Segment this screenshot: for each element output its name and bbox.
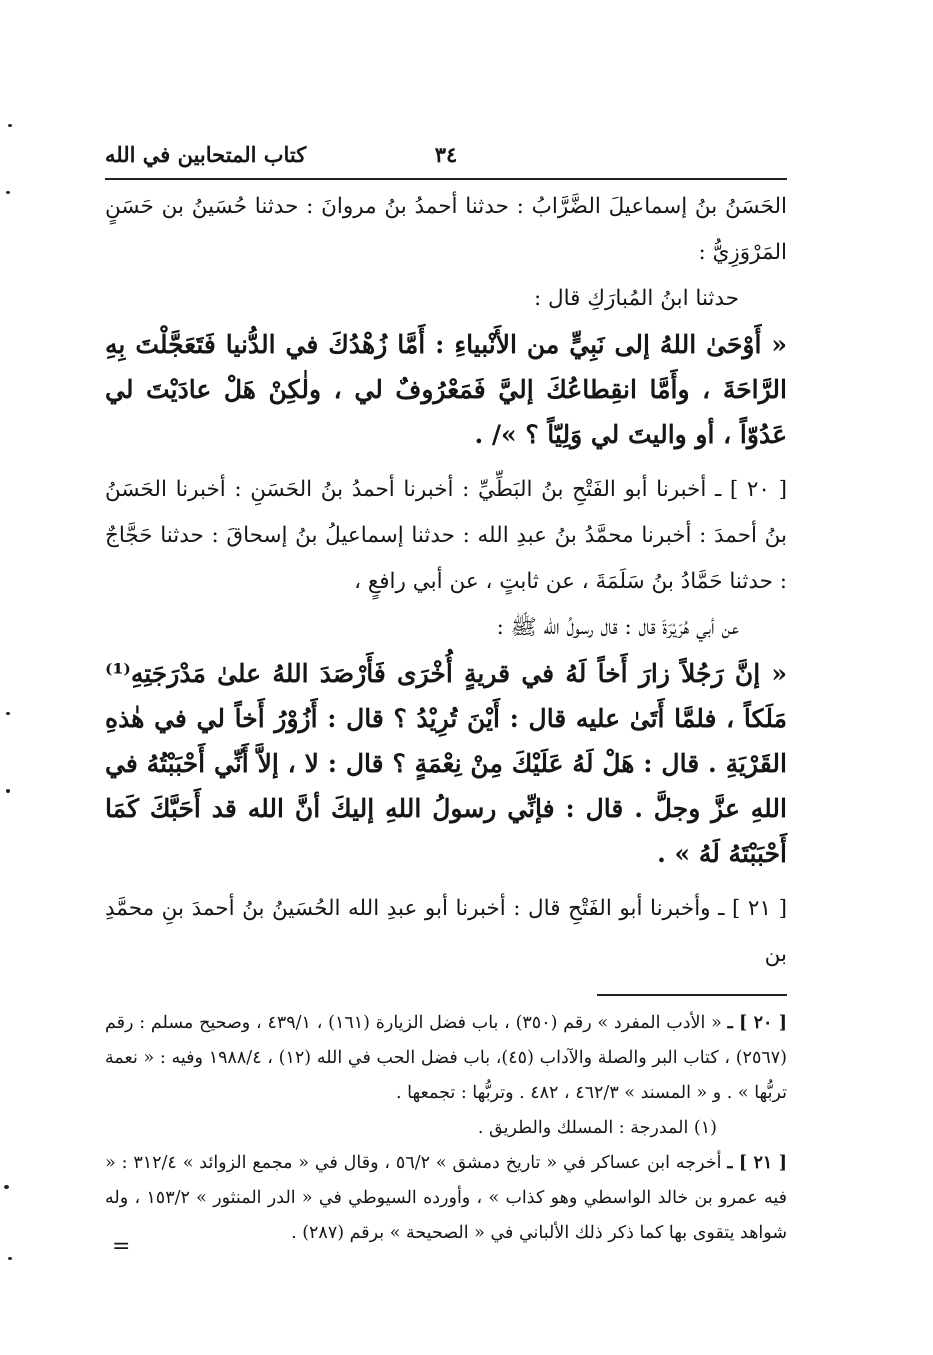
footnote-20 (105, 1006, 787, 1111)
scan-mark (8, 124, 12, 127)
footnote-20-text: « الأدب المفرد » رقم (٣٥٠) ، باب فضل الزيارة (١٦١) ، ٤٣٩/١ ، وصحيح مسلم : رقم (٢٥٦٧) ، كتاب البر والصلة والآداب (٤٥)، باب فضل الحب في الله (١٢) ، ١٩٨٨/٤ وفيه : « نعمة تربُّها » . و « المسند » ٤٦٢/٣ ، ٤٨٢ . وتربُّها : تجمعها . (105, 1013, 787, 1103)
footnote-21-number: [ ٢١ ] ـ (727, 1153, 788, 1173)
paragraph-chain-continued: الحَسَنُ بنُ إسماعيلَ الضَّرَّابُ : حدثنا أحمدُ بنُ مروانَ : حدثنا حُسَينُ بن حَسَنٍ المَرْوَزِيُّ : (105, 194, 787, 265)
paragraph-quote: « أَوْحَىٰ اللهُ إلى نَبِيٍّ من الأَنْبياءِ : أَمَّا زُهْدُكَ في الدُّنيا فَتَعَجَّلْتَ بِهِ الرَّاحَةَ ، وأَمَّا انقِطاعُكَ إليَّ فَمَعْرُوفٌ لي ، ولٰكِنْ هَلْ عادَيْتَ لي عَدُوّاً ، أو واليتَ لي وَلِيّاً ؟ »/ . (105, 330, 787, 449)
page-number: ٣٤ (434, 142, 458, 167)
paragraph-hadith-20-text: « إنَّ رَجُلاً زارَ أَخاً لَهُ في قريةٍ أُخْرَى فَأَرْصَدَ اللهُ علىٰ مَدْرَجَتِهِ⁽¹⁾ مَلَكاً ، فلمَّا أَتَىٰ عليه قال : أَيْنَ تُرِيْدُ ؟ قال : أَزُوْرُ أَخاً لي في هٰذهِ القَرْيَةِ . قال : هَلْ لَهُ عَلَيْكَ مِنْ نِعْمَةٍ ؟ قال : لا ، إلاَّ أَنِّي أَحْبَبْتُهُ في اللهِ عزَّ وجلَّ . قال : فإنِّي رسولُ اللهِ إليكَ أنَّ الله قد أَحَبَّكَ كَمَا أَحْبَبْتَهُ لَهُ » . (105, 659, 787, 868)
footnote-21 (105, 1146, 787, 1251)
scan-mark (8, 1257, 12, 1260)
page-body (105, 184, 787, 1251)
paragraph-narrator: حدثنا ابنُ المُبارَكِ قال : (533, 286, 739, 311)
book-title: كتاب المتحابين في الله (105, 142, 307, 167)
paragraph-hadith-20-narrator: عن أبي هُرَيْرَةَ قال : قال رسولُ الله ﷺ : (496, 615, 739, 640)
footnote-20-number: [ ٢٠ ] ـ (727, 1013, 787, 1033)
scan-mark (6, 789, 10, 793)
page-header (105, 140, 787, 180)
footnote-divider (597, 994, 787, 996)
scan-mark (6, 191, 10, 194)
paragraph-hadith-20-chain: [ ٢٠ ] ـ أخبرنا أبو الفَتْحِ بنُ البَطِّيِّ : أخبرنا أحمدُ بنُ الحَسَنِ : أخبرنا الحَسَنُ بنُ أحمدَ : أخبرنا محمَّدُ بنُ عبدِ الله : حدثنا إسماعيلُ بنُ إسحاقَ : حدثنا حَجَّاجٌ : حدثنا حَمَّادُ بنُ سَلَمَةَ ، عن ثابتٍ ، عن أبي رافعٍ ، (105, 477, 787, 594)
paragraph-hadith-21-chain: [ ٢١ ] ـ وأخبرنا أبو الفَتْحِ قال : أخبرنا أبو عبدِ الله الحُسَينُ بنُ أحمدَ بنِ محمَّدِ بن (105, 896, 787, 967)
footnote-21-text: أخرجه ابن عساكر في « تاريخ دمشق » ٥٦/٢ ، وقال في « مجمع الزوائد » ٣١٢/٤ : « فيه عمرو بن خالد الواسطي وهو كذاب » ، وأورده السيوطي في « الدر المنثور » ١٥٣/٢ ، وله شواهد يتقوى بها كما ذكر ذلك الألباني في « الصحيحة » برقم (٢٨٧) . (105, 1153, 787, 1243)
footnote-1: (١) المدرجة : المسلك والطريق . (477, 1118, 717, 1138)
scan-mark (6, 712, 10, 715)
scan-mark (4, 1185, 9, 1189)
continued-mark: = (112, 1234, 131, 1259)
